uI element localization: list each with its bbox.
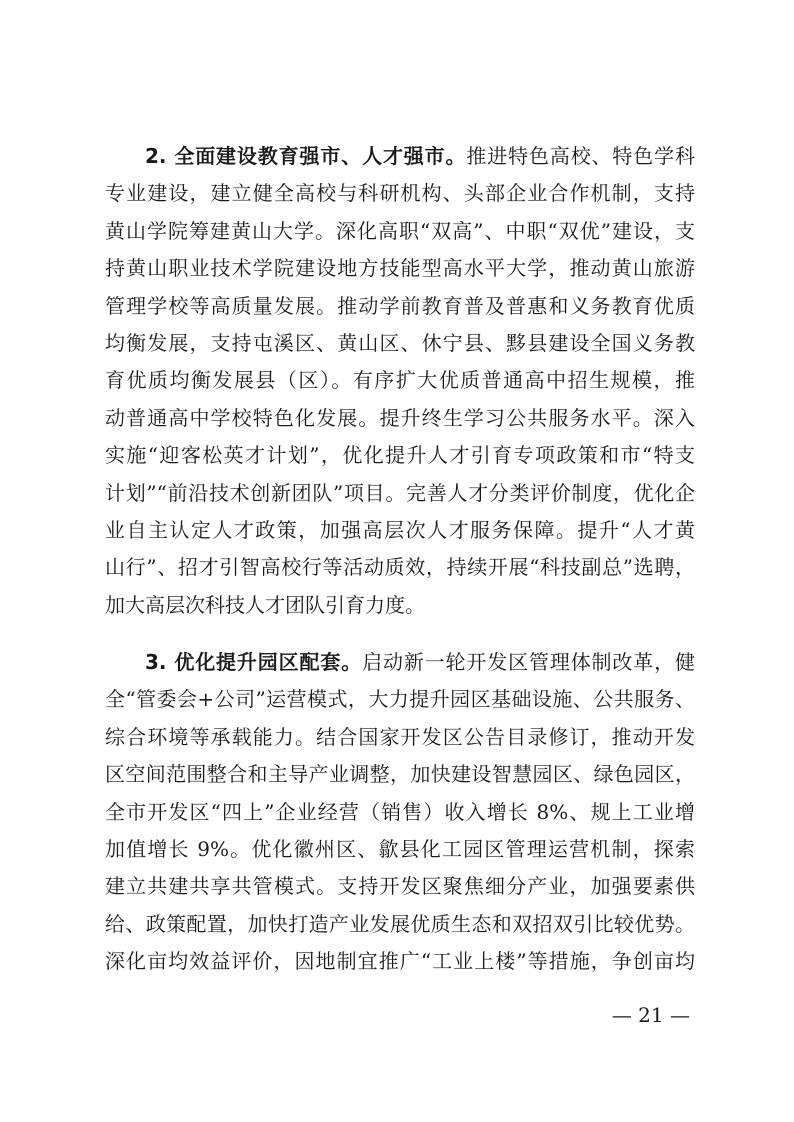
paragraph-line: 山行”、招才引智高校行等活动质效，持续开展“科技副总”选聘， bbox=[105, 555, 695, 580]
paragraph-line: 育优质均衡发展县（区）。有序扩大优质普通高中招生规模，推 bbox=[105, 368, 695, 393]
paragraph-line: 建立共建共享共管模式。支持开发区聚焦细分产业，加强要素供 bbox=[105, 874, 695, 899]
paragraph-line: 加大高层次科技人才团队引育力度。 bbox=[105, 592, 425, 617]
paragraph-line bbox=[105, 138, 695, 175]
paragraph-line: 专业建设，建立健全高校与科研机构、头部企业合作机制，支持 bbox=[105, 181, 695, 206]
paragraph-line: 动普通高中学校特色化发展。提升终生学习公共服务水平。深入 bbox=[105, 405, 695, 430]
paragraph-line: 加值增长 9%。优化徽州区、歙县化工园区管理运营机制，探索 bbox=[105, 836, 695, 861]
paragraph-line: 全市开发区“四上”企业经营（销售）收入增长 8%、规上工业增 bbox=[105, 799, 695, 824]
paragraph-text: 启动新一轮开发区管理体制改革，健 bbox=[362, 650, 695, 674]
paragraph-line: 给、政策配置，加快打造产业发展优质生态和双招双引比较优势。 bbox=[105, 911, 695, 936]
paragraph-line: 业自主认定人才政策，加强高层次人才服务保障。提升“人才黄 bbox=[105, 517, 695, 542]
paragraph-line: 黄山学院筹建黄山大学。深化高职“双高”、中职“双优”建设，支 bbox=[105, 218, 695, 243]
paragraph-line: 区空间范围整合和主导产业调整，加快建设智慧园区、绿色园区， bbox=[105, 762, 695, 787]
paragraph-section-2 bbox=[105, 138, 695, 624]
paragraph-line: 深化亩均效益评价，因地制宜推广“工业上楼”等措施，争创亩均 bbox=[105, 949, 695, 974]
paragraph-line: 实施“迎客松英才计划”，优化提升人才引育专项政策和市“特支 bbox=[105, 443, 695, 468]
page-number: — 21 — bbox=[611, 1003, 690, 1027]
paragraph-line bbox=[105, 644, 695, 681]
paragraph-line: 均衡发展，支持屯溪区、黄山区、休宁县、黟县建设全国义务教 bbox=[105, 330, 695, 355]
section-heading: 3. 优化提升园区配套。 bbox=[145, 650, 363, 674]
paragraph-line: 管理学校等高质量发展。推动学前教育普及普惠和义务教育优质 bbox=[105, 293, 695, 318]
paragraph-text: 推进特色高校、特色学科 bbox=[466, 144, 695, 168]
paragraph-line: 计划”“前沿技术创新团队”项目。完善人才分类评价制度，优化企 bbox=[105, 480, 695, 505]
paragraph-section-3 bbox=[105, 644, 695, 981]
section-heading: 2. 全面建设教育强市、人才强市。 bbox=[145, 144, 467, 168]
paragraph-line: 持黄山职业技术学院建设地方技能型高水平大学，推动黄山旅游 bbox=[105, 256, 695, 281]
paragraph-line: 全“管委会+公司”运营模式，大力提升园区基础设施、公共服务、 bbox=[105, 687, 695, 712]
paragraph-line: 综合环境等承载能力。结合国家开发区公告目录修订，推动开发 bbox=[105, 724, 695, 749]
